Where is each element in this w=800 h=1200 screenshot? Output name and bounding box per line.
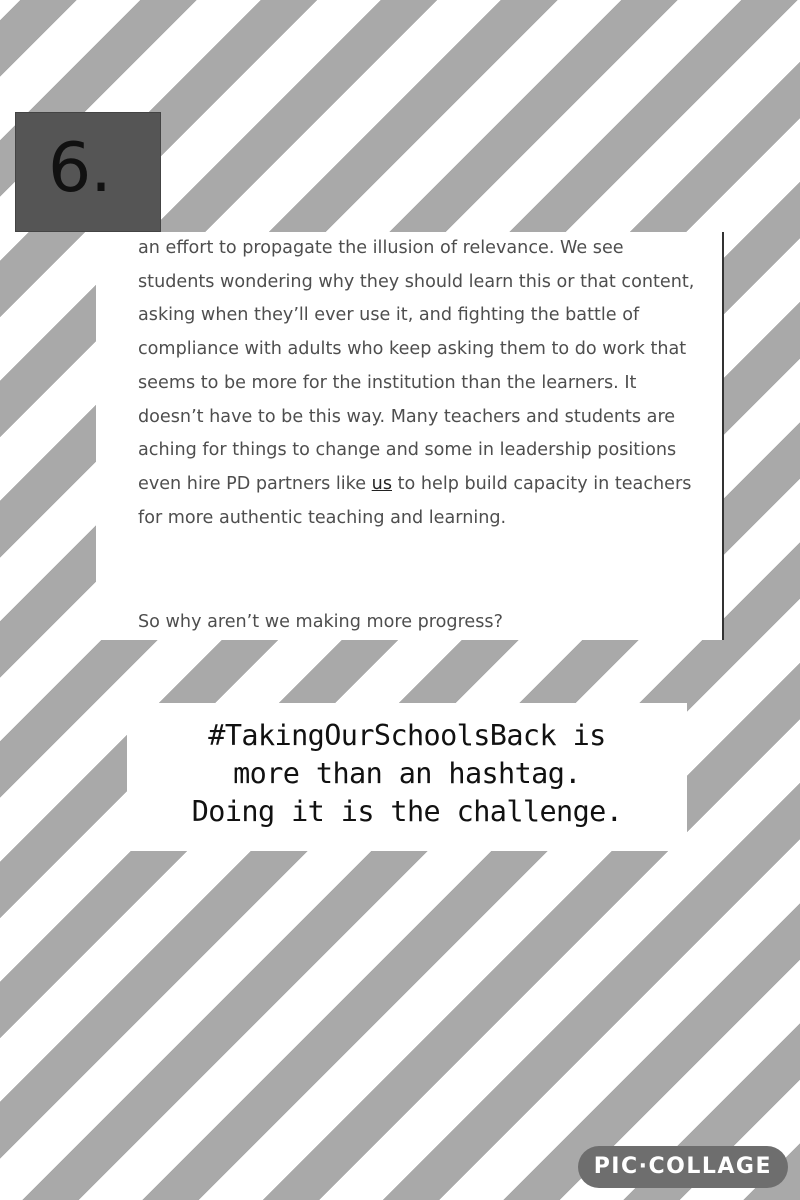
article-excerpt-card bbox=[96, 232, 724, 640]
article-question: So why aren’t we making more progress? bbox=[138, 612, 503, 632]
pic-collage-watermark: PIC·COLLAGE bbox=[578, 1146, 788, 1188]
slide-number: 6. bbox=[48, 129, 111, 208]
paragraph-text-after-link: to help build capacity in teachers for more authentic teaching and learning. bbox=[138, 473, 692, 528]
us-link[interactable]: us bbox=[371, 473, 392, 494]
article-paragraph bbox=[138, 232, 698, 535]
slide-number-badge bbox=[15, 112, 161, 232]
quote-line-3: Doing it is the challenge. bbox=[191, 795, 623, 828]
hashtag-quote-box bbox=[127, 703, 687, 851]
quote-line-1: #TakingOurSchoolsBack is bbox=[208, 719, 606, 752]
quote-line-2: more than an hashtag. bbox=[233, 757, 581, 790]
paragraph-text-before-link: an effort to propagate the illusion of relevance. We see students wondering why they should learn this or that content, asking when they’ll ever use it, and fighting the battle of compliance with adults who keep asking them to do work that seems to be more for the institution than the learners. It doesn’t have to be this way. Many teachers and students are aching for things to change and some in leadership positions even hire PD partners like bbox=[138, 238, 695, 494]
